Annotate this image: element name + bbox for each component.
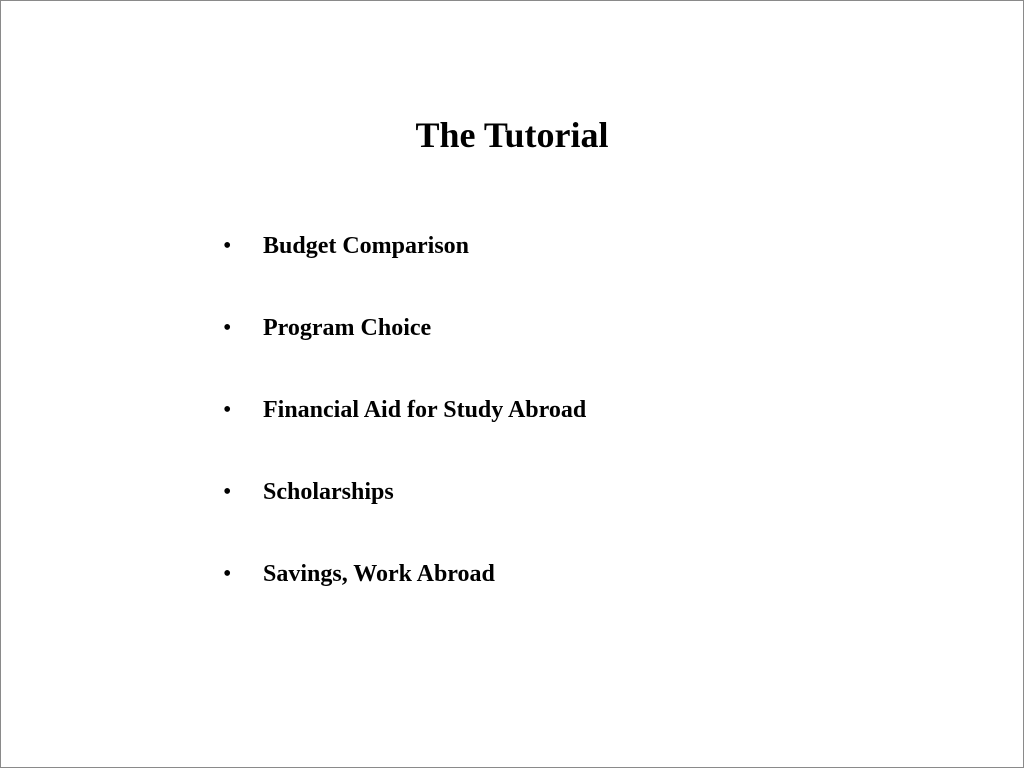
list-item-label: Scholarships [263, 479, 394, 505]
list-item-label: Financial Aid for Study Abroad [263, 397, 587, 423]
bullet-icon: • [223, 233, 232, 259]
slide-title: The Tutorial [415, 115, 609, 155]
bullet-icon: • [223, 479, 232, 505]
list-item-label: Budget Comparison [263, 233, 470, 259]
bullet-icon: • [223, 561, 232, 587]
list-item-label: Savings, Work Abroad [263, 561, 495, 587]
list-item-label: Program Choice [263, 315, 432, 341]
bullet-icon: • [223, 397, 232, 423]
bullet-icon: • [223, 315, 232, 341]
